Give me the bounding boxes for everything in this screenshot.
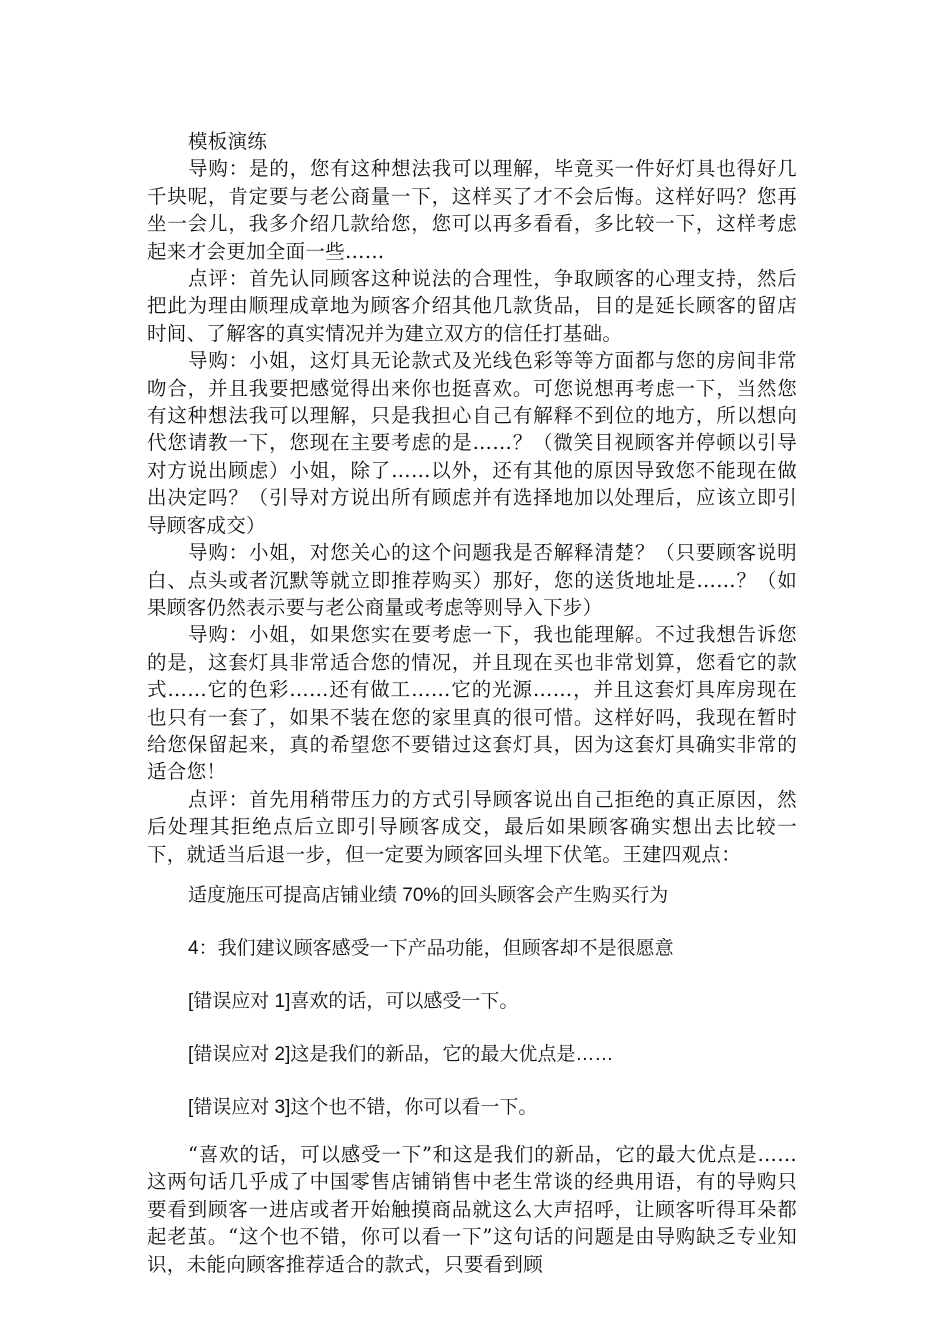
wrong-response-1: [错误应对 1]喜欢的话，可以感受一下。 — [188, 990, 519, 1012]
wrong-response-3: [错误应对 3]这个也不错，你可以看一下。 — [188, 1096, 538, 1118]
paragraph: 导购：小姐，对您关心的这个问题我是否解释清楚？（只要顾客说明白、点头或者沉默等就立即推荐购买）那好，您的送货地址是……？（如果顾客仍然表示要与老公商量或考虑等则导入下步） — [147, 541, 797, 619]
closing-paragraph: “喜欢的话，可以感受一下”和这是我们的新品，它的最大优点是……这两句话几乎成了中国零售店铺销售中老生常谈的经典用语，有的导购只要看到顾客一进店或者开始触摸商品就这么大声招呼，让顾客听得耳朵都起老茧。“这个也不错，你可以看一下”这句话的问题是由导购缺乏专业知识，未能向顾客推荐适合的款式，只要看到顾 — [147, 1142, 797, 1276]
paragraph: 点评：首先认同顾客这种说法的合理性，争取顾客的心理支持，然后把此为理由顺理成章地为顾客介绍其他几款货品，目的是延长顾客的留店时间、了解客的真实情况并为建立双方的信任打基础。 — [147, 267, 797, 345]
paragraph: 点评：首先用稍带压力的方式引导顾客说出自己拒绝的真正原因，然后处理其拒绝点后立即引导顾客成交，最后如果顾客确实想出去比较一下，就适当后退一步，但一定要为顾客回头埋下伏笔。王建四观点： — [147, 787, 797, 866]
wrong-response-2: [错误应对 2]这是我们的新品，它的最大优点是…… — [188, 1043, 614, 1065]
paragraph: 导购：是的，您有这种想法我可以理解，毕竟买一件好灯具也得好几千块呢，肯定要与老公商量一下，这样买了才不会后悔。这样好吗？您再坐一会儿，我多介绍几款给您，您可以再多看看，多比较一下，这样考虑起来才会更加全面一些…… — [147, 157, 797, 263]
paragraph: 导购：小姐，这灯具无论款式及光线色彩等等方面都与您的房间非常吻合，并且我要把感觉得出来你也挺喜欢。可您说想再考虑一下，当然您有这种想法我可以理解，只是我担心自己有解释不到位的地方，所以想向代您请教一下，您现在主要考虑的是……？（微笑目视顾客并停顿以引导对方说出顾虑）小姐，除了……以外，还有其他的原因导致您不能现在做出决定吗？（引导对方说出所有顾虑并有选择地加以处理后，应该立即引导顾客成交） — [147, 349, 797, 537]
document-body — [147, 128, 797, 1278]
scenario-heading: 4：我们建议顾客感受一下产品功能，但顾客却不是很愿意 — [188, 937, 674, 959]
section-title: 模板演练 — [188, 130, 268, 153]
paragraph: 导购：小姐，如果您实在要考虑一下，我也能理解。不过我想告诉您的是，这套灯具非常适合您的情况，并且现在买也非常划算，您看它的款式……它的色彩……还有做工……它的光源……，并且这套灯具库房现在也只有一套了，如果不装在您的家里真的很可惜。这样好吗，我现在暂时给您保留起来，真的希望您不要错过这套灯具，因为这套灯具确实非常的适合您！ — [147, 623, 797, 784]
statement-line: 适度施压可提高店铺业绩 70%的回头顾客会产生购买行为 — [188, 884, 669, 906]
